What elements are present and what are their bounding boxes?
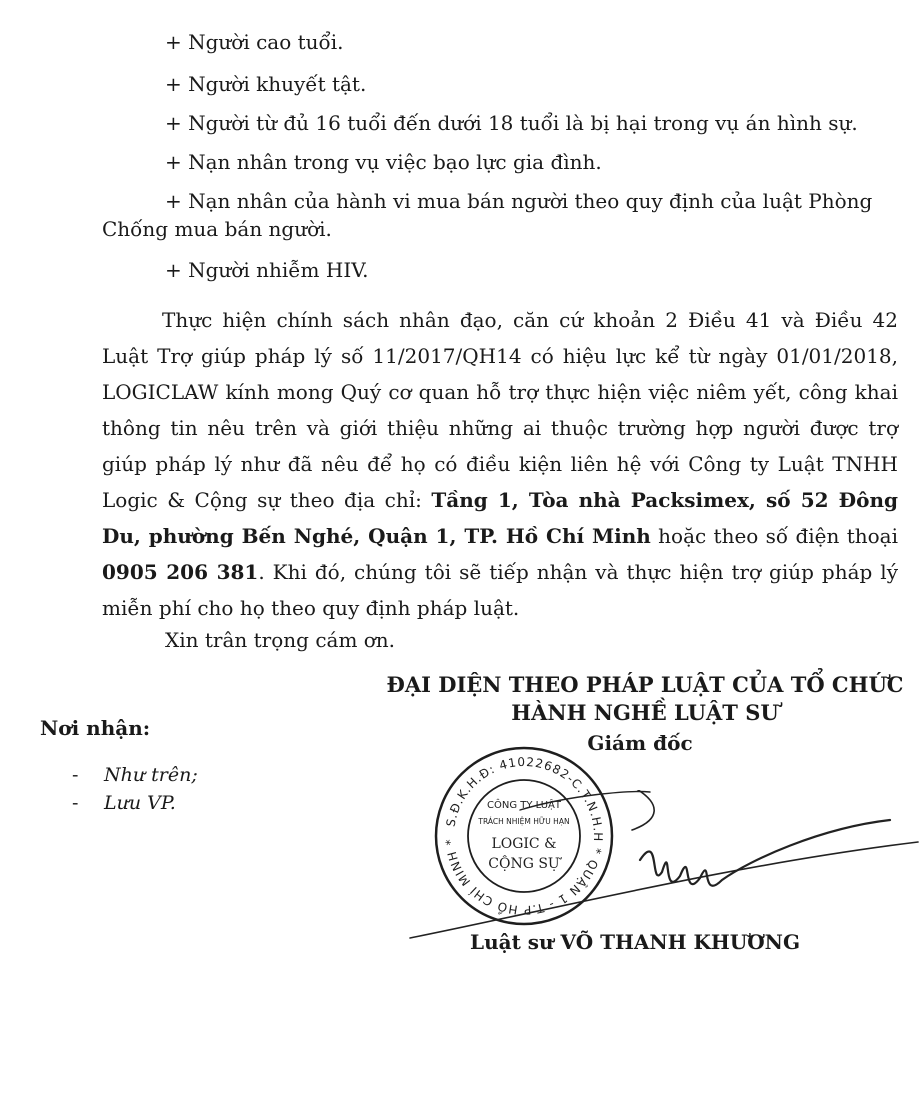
signer-name: Luật sư VÕ THANH KHƯƠNG	[470, 930, 801, 954]
stamp-text: CÔNG TY LUẬT	[487, 800, 561, 811]
bullet-item: + Nạn nhân trong vụ việc bạo lực gia đình.	[165, 150, 602, 174]
handwritten-signature-icon	[400, 790, 920, 950]
closing-thanks: Xin trân trọng cám ơn.	[165, 628, 396, 652]
paragraph-text: hoặc theo số điện thoại	[650, 524, 899, 548]
paragraph-text: Thực hiện chính sách nhân đạo, căn cứ khoản 2 Điều 41 và Điều 42 Luật Trợ giúp pháp lý số 11/2017/QH14 có hiệu lực kể từ ngày 01/01/2018, LOGICLAW kính mong Quý cơ quan hỗ trợ thực hiện việc niêm yết, công khai thông tin nêu trên và giới thiệu những ai thuộc trường hợp người được trợ giúp pháp lý như đã nêu để họ có điều kiện liên hệ với Công ty Luật TNHH Logic & Cộng sự theo địa chỉ:	[102, 308, 898, 512]
stamp-text: CỘNG SỰ	[488, 856, 560, 872]
bullet-item: + Người khuyết tật.	[165, 72, 367, 96]
recipient-label: Lưu VP.	[104, 792, 176, 814]
recipients-title: Nơi nhận:	[40, 716, 151, 740]
recipient-item: - Như trên;	[72, 764, 198, 786]
bullet-item: + Người nhiễm HIV.	[165, 258, 369, 282]
stamp-text: LOGIC &	[491, 836, 557, 852]
signature-heading: HÀNH NGHỀ LUẬT SƯ	[511, 700, 779, 725]
bullet-item: + Nạn nhân của hành vi mua bán người theo quy định của luật Phòng	[165, 189, 873, 213]
phone-number: 0905 206 381	[102, 560, 259, 584]
recipient-item: - Lưu VP.	[72, 792, 176, 814]
office-address: Tầng 1, Tòa nhà Packsimex, số 52 Đông Du, phường Bến Nghé, Quận 1, TP. Hồ Chí Minh	[102, 488, 898, 548]
recipient-label: Như trên;	[104, 764, 198, 786]
bullet-item: + Người cao tuổi.	[165, 30, 344, 54]
stamp-text: TRÁCH NHIỆM HỮU HẠN	[478, 817, 570, 826]
bullet-item-continuation: Chống mua bán người.	[102, 217, 332, 241]
body-paragraph	[102, 302, 898, 626]
paragraph-text: . Khi đó, chúng tôi sẽ tiếp nhận và thực hiện trợ giúp pháp lý miễn phí cho họ theo quy định pháp luật.	[102, 560, 899, 620]
stamp-ring-text: S.Đ.K.H.Đ: 41022682-C.T.N.H.H * QUẬN 1 - T.P HỒ CHÍ MINH *	[442, 754, 606, 918]
signer-position: Giám đốc	[587, 731, 693, 755]
signature-heading: ĐẠI DIỆN THEO PHÁP LUẬT CỦA TỔ CHỨC	[386, 672, 904, 697]
bullet-item: + Người từ đủ 16 tuổi đến dưới 18 tuổi là bị hại trong vụ án hình sự.	[165, 111, 858, 135]
